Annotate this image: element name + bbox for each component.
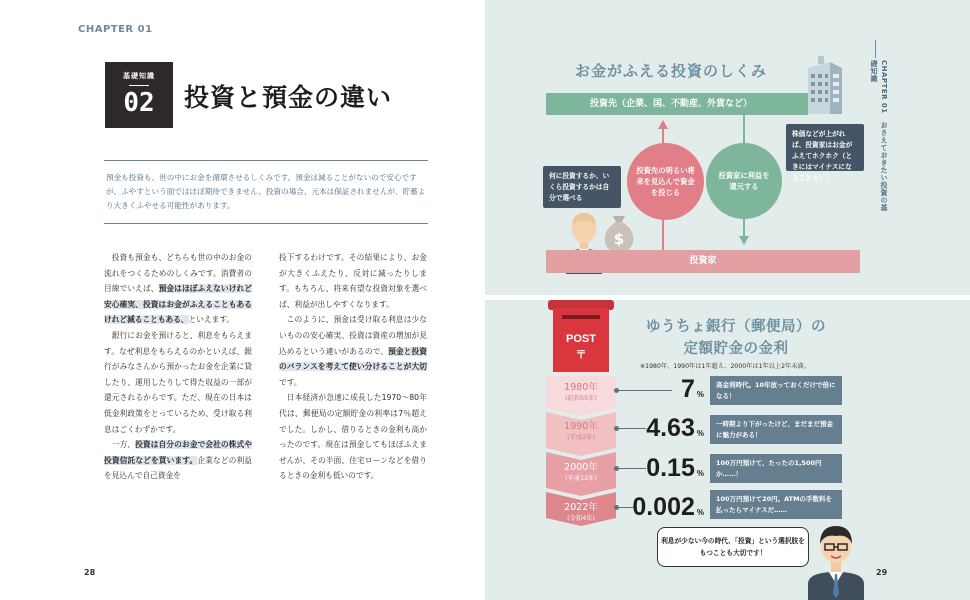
leader-dot bbox=[614, 426, 619, 431]
side-tab-text: CHAPTER 01 おさえておきたい投資の基礎知識 bbox=[869, 58, 889, 215]
year-column bbox=[546, 376, 616, 526]
callout-choose: 何に投資するか、いくら投資するかは自分で選べる bbox=[543, 166, 621, 208]
svg-text:〒: 〒 bbox=[575, 348, 587, 361]
investor-banner: 投資家 bbox=[546, 250, 860, 273]
leader-line bbox=[616, 428, 646, 429]
circle-invest: 投資先の明るい将来を見込んで資金を投じる bbox=[627, 143, 704, 220]
money-bag-icon bbox=[601, 210, 637, 254]
paragraph: 投下するわけです。その結果により、お金が大きくふえたり、反対に減ったりします。もちろん、将来有望な投資対象を選べば、利益が出しやすくなります。 bbox=[279, 253, 427, 309]
chapter-label: CHAPTER 01 bbox=[78, 24, 153, 35]
callout-profit: 株価などが上がれば、投資家はお金がふえてホクホク（ときにはマイナスになることも）！ bbox=[786, 124, 864, 171]
advisor-person-icon bbox=[806, 516, 866, 600]
section-number-box bbox=[105, 62, 173, 128]
circle-return: 投資家に利益を還元する bbox=[706, 143, 782, 219]
leader-line bbox=[616, 390, 672, 391]
arrow-down-head bbox=[739, 236, 749, 245]
rate-comment-1990: 一時期より下がったけど、まだまだ預金に魅力がある！ bbox=[710, 415, 842, 444]
year-2022: 2022年 (令和4年) bbox=[564, 502, 598, 522]
paragraph: 投資も預金も、どちらも世の中のお金の流れをつくるためのしくみです。消費者の目線でいえば、預金はほぼふえないけれど安心確実、投資はお金がふえることもあるけれど減ることもある、といえます。 bbox=[104, 253, 252, 325]
rate-2022: 0.002 % bbox=[632, 493, 704, 521]
rates-note: ※1980年、1990年は1年超え、2000年は1年以上2年未満。 bbox=[640, 363, 810, 370]
lead-paragraph: 預金も投資も、世の中にお金を循環させるしくみです。預金は減ることがないので安心ですが、ふやすという面ではほぼ期待できません。投資の場合、元本は保証されませんが、貯蓄より大きくふやせる可能性があります。 bbox=[104, 160, 428, 224]
page-title: 投資と預金の違い bbox=[184, 83, 393, 112]
leader-line bbox=[616, 468, 646, 469]
invest-target-banner: 投資先（企業、国、不動産、外貨など） bbox=[546, 93, 808, 115]
section-divider bbox=[129, 85, 149, 86]
highlight-text: 預金と投資のバランスを考えて使い分けることが大切 bbox=[279, 346, 427, 372]
body-column-2 bbox=[279, 250, 427, 484]
speech-bubble: 利息が少ない今の時代、「投資」という選択肢をもつことも大切です！ bbox=[657, 527, 809, 567]
side-chapter-tab bbox=[868, 40, 888, 215]
paragraph: 一方、投資は自分のお金で会社の株式や投資信託などを買います。企業などの利益を見込んで自己資金を bbox=[104, 440, 252, 481]
leader-dot bbox=[614, 388, 619, 393]
page-number-right: 29 bbox=[876, 568, 888, 577]
paragraph: 銀行にお金を預けると、利息をもらえます。なぜ利息をもらえるのかといえば、銀行がみなさんから預かったお金を企業に貸したり、運用したりして得た収益の一部が還元されるからです。ただ、現在の日本は低金利政策をとっているため、受け取る利息はごくわずかです。 bbox=[104, 330, 252, 434]
year-1990: 1990年 (平成2年) bbox=[564, 421, 598, 441]
highlight-text: 預金はほぼふえないけれど安心確実、投資はお金がふえることもあるけれど減ることもある、 bbox=[104, 284, 252, 325]
year-1980: 1980年 (昭和55年) bbox=[564, 382, 598, 402]
leader-dot bbox=[614, 505, 619, 510]
rate-1990: 4.63 % bbox=[646, 414, 704, 442]
rate-comment-1980: 高金利時代。10年放っておくだけで倍になる！ bbox=[710, 376, 842, 405]
year-2000: 2000年 (平成12年) bbox=[564, 462, 598, 482]
rates-heading: ゆうちょ銀行（郵便局）の 定額貯金の金利 bbox=[646, 319, 826, 357]
page-number-left: 28 bbox=[84, 568, 96, 577]
paragraph: 日本経済が急速に成長した1970〜80年代は、郵便局の定額貯金の利率は7％超えでした。しかし、借りるときの金利も高かったのです。現在は預金してもほぼふえませんが、その半面、住宅ローンなどを借りるときの金利も低いのです。 bbox=[279, 393, 427, 481]
rate-comment-2022: 100万円預けて20円。ATMの手数料を払ったらマイナスだ…… bbox=[710, 490, 842, 519]
body-column-1 bbox=[104, 250, 252, 484]
leader-dot bbox=[614, 466, 619, 471]
section-number: 02 bbox=[123, 88, 155, 118]
svg-text:$: $ bbox=[613, 230, 625, 248]
highlight-text: 投資は自分のお金で会社の株式や投資信託などを買います。 bbox=[104, 440, 252, 465]
rate-1980: 7 % bbox=[680, 375, 704, 403]
arrow-up-head bbox=[658, 120, 668, 129]
diagram-heading: お金がふえる投資のしくみ bbox=[575, 62, 768, 80]
rate-2000: 0.15 % bbox=[646, 454, 704, 482]
section-category: 基礎知識 bbox=[123, 72, 155, 80]
svg-text:POST: POST bbox=[566, 333, 596, 345]
paragraph: このように、預金は受け取る利息は少ないものの安心確実、投資は資産の増加が見込めるという違いがあるので、預金と投資のバランスを考えて使い分けることが大切です。 bbox=[279, 315, 427, 387]
rate-comment-2000: 100万円預けて、たったの1,500円か……！ bbox=[710, 454, 842, 483]
mailbox-icon bbox=[548, 298, 614, 372]
